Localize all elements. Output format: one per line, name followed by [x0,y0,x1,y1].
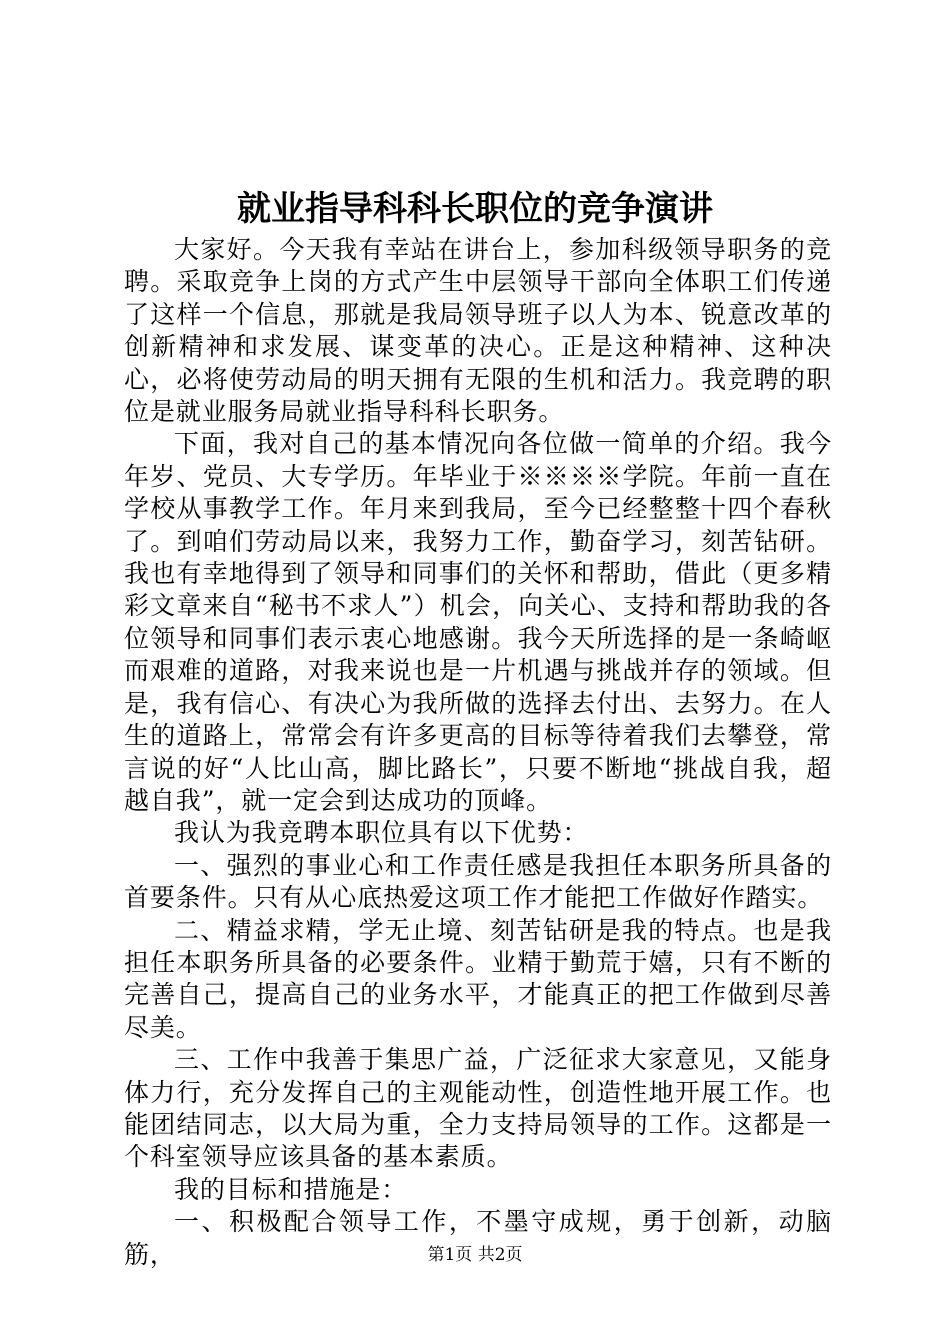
paragraph-advantage-2: 二、精益求精，学无止境、刻苦钻研是我的特点。也是我担任本职务所具备的必要条件。业精于勤荒于嬉，只有不断的完善自己，提高自己的业务水平，才能真正的把工作做到尽善尽美。 [124,915,832,1042]
paragraph-goals-intro: 我的目标和措施是： [174,1174,408,1204]
paragraph-advantage-1: 一、强烈的事业心和工作责任感是我担任本职务所具备的首要条件。只有从心底热爱这项工作才能把工作做好作踏实。 [124,850,832,913]
paragraph-goal-1: 一、积极配合领导工作，不墨守成规，勇于创新，动脑筋， [124,1207,832,1269]
document-body [124,234,832,1271]
page-footer: 第1页 共2页 [427,1245,523,1265]
paragraph-advantage-3: 三、工作中我善于集思广益，广泛征求大家意见，又能身体力行，充分发挥自己的主观能动性，创造性地开展工作。也能团结同志，以大局为重，全力支持局领导的工作。这都是一个科室领导应该具备的基本素质。 [124,1045,832,1172]
paragraph-introduction: 下面，我对自己的基本情况向各位做一简单的介绍。我今年岁、党员、大专学历。年毕业于※※※※学院。年前一直在学校从事教学工作。年月来到我局，至今已经整整十四个春秋了。到咱们劳动局以来，我努力工作，勤奋学习，刻苦钻研。我也有幸地得到了领导和同事们的关怀和帮助，借此（更多精彩文章来自“秘书不求人”）机会，向关心、支持和帮助我的各位领导和同事们表示衷心地感谢。我今天所选择的是一条崎岖而艰难的道路，对我来说也是一片机遇与挑战并存的领域。但是，我有信心、有决心为我所做的选择去付出、去努力。在人生的道路上，常常会有许多更高的目标等待着我们去攀登，常言说的好“人比山高，脚比路长”，只要不断地“挑战自我，超越自我”，就一定会到达成功的顶峰。 [124,429,832,815]
document-title: 就业指导科科长职位的竞争演讲 [237,189,713,229]
paragraph-greeting: 大家好。今天我有幸站在讲台上，参加科级领导职务的竞聘。采取竞争上岗的方式产生中层领导干部向全体职工们传递了这样一个信息，那就是我局领导班子以人为本、锐意改革的创新精神和求发展、谋变革的决心。正是这种精神、这种决心，必将使劳动局的明天拥有无限的生机和活力。我竞聘的职位是就业服务局就业指导科科长职务。 [124,235,832,427]
paragraph-advantages-intro: 我认为我竞聘本职位具有以下优势： [174,818,589,848]
